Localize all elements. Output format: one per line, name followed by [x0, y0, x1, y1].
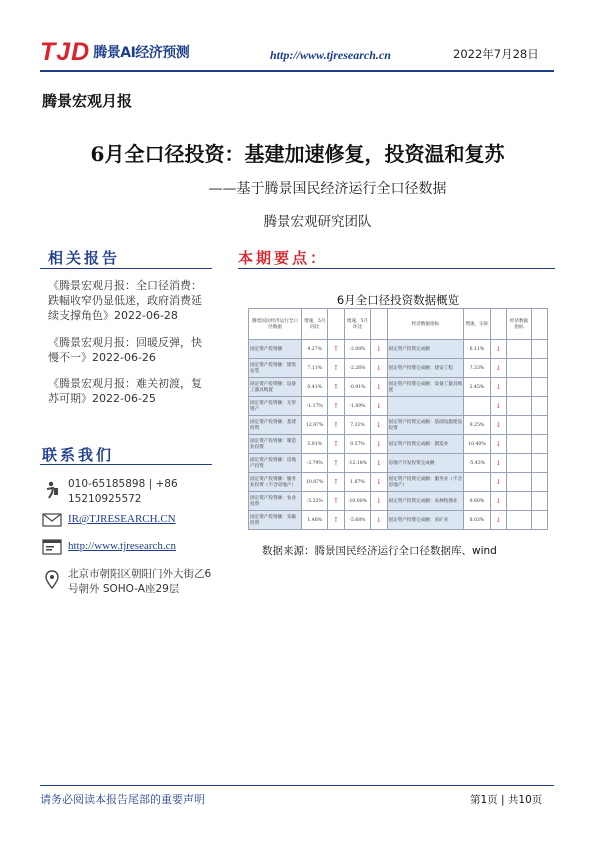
trend-arrow-icon: ↑	[328, 378, 344, 397]
related-reports-heading: 相关报告	[48, 249, 121, 267]
table-cell	[506, 340, 531, 359]
brand-label: 腾景宏观月报	[42, 92, 133, 110]
trend-arrow-icon: ↓	[371, 359, 387, 378]
trend-arrow-icon: ↓	[371, 473, 387, 492]
table-cell: 固定资产投资额：采掘投资	[249, 511, 302, 530]
trend-arrow-icon: ↓	[371, 511, 387, 530]
table-cell	[532, 492, 548, 511]
table-cell: 2.45%	[464, 378, 490, 397]
table-header-cell: 经济数据指标	[506, 309, 531, 340]
trend-arrow-icon: ↓	[371, 378, 387, 397]
table-row	[249, 378, 548, 397]
trend-arrow-icon: ↓	[490, 511, 506, 530]
table-cell: 12.97%	[302, 416, 328, 435]
key-points-heading: 本期要点：	[238, 249, 329, 267]
trend-arrow-icon: ↓	[490, 378, 506, 397]
table-header-cell: 经济数据指标	[387, 309, 464, 340]
related-report-item[interactable]: 《腾景宏观月报：难关初渡，复苏可期》2022-06-25	[48, 377, 202, 405]
table-row	[249, 454, 548, 473]
table-row	[249, 416, 548, 435]
table-cell: 固定资产投资额：服务业投资（不含房地产）	[249, 473, 302, 492]
table-cell	[506, 378, 531, 397]
header-divider	[40, 70, 554, 72]
table-cell: 0.57%	[344, 435, 371, 454]
table-cell	[506, 473, 531, 492]
table-cell: 固定资产投资额：建筑安装	[249, 359, 302, 378]
trend-arrow-icon: ↑	[328, 511, 344, 530]
table-header-row	[249, 309, 548, 340]
table-cell: 8.03%	[464, 511, 490, 530]
table-header-cell	[328, 309, 344, 340]
table-cell: -5.32%	[302, 492, 328, 511]
trend-arrow-icon: ↑	[328, 359, 344, 378]
table-cell: 固定资产投资额：房地产投资	[249, 454, 302, 473]
table-cell: 固定资产投资完成额：基础设施建设投资	[387, 416, 464, 435]
table-cell	[532, 435, 548, 454]
trend-arrow-icon: ↑	[328, 492, 344, 511]
table-row	[249, 397, 548, 416]
website-icon	[42, 539, 62, 555]
table-header-cell: 增速，5月同比	[302, 309, 328, 340]
table-header-cell	[371, 309, 387, 340]
table-header-cell	[532, 309, 548, 340]
table-cell: -1.17%	[302, 397, 328, 416]
header-date: 2022年7月28日	[453, 47, 539, 61]
table-cell	[506, 511, 531, 530]
table-cell	[532, 340, 548, 359]
table-cell: -0.91%	[344, 378, 371, 397]
table-cell: 9.25%	[464, 416, 490, 435]
trend-arrow-icon: ↓	[490, 397, 506, 416]
table-cell: 10.40%	[464, 435, 490, 454]
header-url[interactable]: http://www.tjresearch.cn	[270, 48, 391, 62]
table-cell: -2.26%	[344, 359, 371, 378]
table-row	[249, 511, 548, 530]
trend-arrow-icon: ↓	[490, 473, 506, 492]
trend-arrow-icon: ↑	[328, 397, 344, 416]
table-cell	[532, 378, 548, 397]
table-cell	[506, 397, 531, 416]
table-cell: 固定资产投资额	[249, 340, 302, 359]
page-indicator: 第1页 | 共10页	[470, 794, 543, 806]
related-divider	[40, 268, 212, 269]
trend-arrow-icon: ↓	[371, 416, 387, 435]
location-icon	[42, 570, 62, 586]
related-report-item[interactable]: 《腾景宏观月报：全口径消费：跌幅收窄仍显低迷，政府消费延续支撑角色》2022-06-28	[48, 279, 202, 322]
table-cell	[506, 435, 531, 454]
table-cell	[464, 397, 490, 416]
table-row	[249, 492, 548, 511]
table-cell	[506, 454, 531, 473]
table-cell	[532, 359, 548, 378]
contact-address: 北京市朝阳区朝阳门外大街乙6号朝外 SOHO-A座29层	[68, 568, 212, 595]
table-cell: -3.79%	[302, 454, 328, 473]
table-cell: -5.43%	[464, 454, 490, 473]
trend-arrow-icon: ↑	[328, 340, 344, 359]
table-title: 6月全口径投资数据概览	[336, 293, 460, 307]
trend-arrow-icon: ↑	[328, 473, 344, 492]
table-cell	[532, 397, 548, 416]
trend-arrow-icon: ↓	[490, 435, 506, 454]
table-cell	[506, 416, 531, 435]
trend-arrow-icon: ↓	[371, 435, 387, 454]
table-cell: 4.27%	[302, 340, 328, 359]
table-cell: -10.00%	[344, 492, 371, 511]
contact-phone: 010-65185898 | +86 15210925572	[68, 478, 178, 505]
table-header-cell: 增速，5月环比	[344, 309, 371, 340]
report-subtitle: ——基于腾景国民经济运行全口径数据	[208, 181, 447, 197]
logo-subtitle: 腾景AI经济预测	[93, 45, 190, 61]
table-cell: 固定资产投资额：制造业投资	[249, 435, 302, 454]
table-cell: 0.41%	[302, 378, 328, 397]
table-cell: 固定资产投资完成额：采矿业	[387, 511, 464, 530]
table-header-cell: 增速，实际	[464, 309, 490, 340]
table-cell: 固定资产投资完成额：建安工程	[387, 359, 464, 378]
table-cell: -2.08%	[344, 340, 371, 359]
table-cell	[387, 397, 464, 416]
contact-heading: 联系我们	[42, 446, 115, 464]
key-points-divider	[238, 268, 555, 269]
trend-arrow-icon: ↑	[328, 454, 344, 473]
table-cell: 9.80%	[464, 492, 490, 511]
table-cell: 房地产开发投资完成额	[387, 454, 464, 473]
table-cell: 1.46%	[302, 511, 328, 530]
report-title: 6月全口径投资：基建加速修复，投资温和复苏	[90, 142, 505, 166]
table-cell: 固定资产投资额：基建投资	[249, 416, 302, 435]
footer-divider	[40, 785, 554, 786]
trend-arrow-icon: ↑	[328, 416, 344, 435]
trend-arrow-icon: ↓	[371, 454, 387, 473]
table-row	[249, 435, 548, 454]
trend-arrow-icon: ↓	[490, 340, 506, 359]
table-row	[249, 340, 548, 359]
related-report-item[interactable]: 《腾景宏观月报：回暖反弹，快慢不一》2022-06-26	[48, 336, 202, 364]
table-cell: 固定资产投资额：农业投资	[249, 492, 302, 511]
trend-arrow-icon: ↓	[490, 454, 506, 473]
table-cell: 固定资产投资完成额：设备工器具购置	[387, 378, 464, 397]
table-cell	[532, 454, 548, 473]
data-source: 数据来源：腾景国民经济运行全口径数据库、wind	[262, 545, 497, 557]
trend-arrow-icon: ↓	[371, 340, 387, 359]
table-cell	[464, 473, 490, 492]
table-cell: 固定资产投资完成额：服务业（不含房地产）	[387, 473, 464, 492]
trend-arrow-icon: ↓	[490, 492, 506, 511]
table-cell: 10.87%	[302, 473, 328, 492]
email-icon	[42, 512, 62, 528]
table-header-cell: 腾景国民经济运行全口径数据	[249, 309, 302, 340]
table-cell: 固定资产投资额：设备工器具购置	[249, 378, 302, 397]
table-cell: 固定资产投资完成额	[387, 340, 464, 359]
table-cell: 7.11%	[302, 359, 328, 378]
trend-arrow-icon: ↓	[371, 492, 387, 511]
trend-arrow-icon: ↓	[490, 359, 506, 378]
trend-arrow-icon: ↓	[371, 397, 387, 416]
table-cell: 固定资产投资额：无形资产	[249, 397, 302, 416]
table-cell: 7.33%	[464, 359, 490, 378]
table-cell	[532, 511, 548, 530]
logo-tjd-text: TJD	[40, 37, 91, 66]
trend-arrow-icon: ↓	[490, 416, 506, 435]
table-row	[249, 473, 548, 492]
table-cell: -5.68%	[344, 511, 371, 530]
table-row	[249, 359, 548, 378]
table-cell: -12.18%	[344, 454, 371, 473]
table-cell: 7.31%	[344, 416, 371, 435]
table-cell: 固定资产投资完成额：制造业	[387, 435, 464, 454]
table-cell	[506, 492, 531, 511]
contact-divider	[40, 464, 212, 465]
table-cell: 5.91%	[302, 435, 328, 454]
table-cell: 6.11%	[464, 340, 490, 359]
tjd-logo	[40, 37, 190, 66]
table-cell: -1.09%	[344, 397, 371, 416]
table-cell: 1.87%	[344, 473, 371, 492]
table-cell	[532, 416, 548, 435]
table-header-cell	[490, 309, 506, 340]
table-cell	[506, 359, 531, 378]
phone-icon	[42, 480, 62, 496]
footer-disclaimer[interactable]: 请务必阅读本报告尾部的重要声明	[40, 793, 205, 806]
trend-arrow-icon: ↑	[328, 435, 344, 454]
investment-overview-table	[248, 308, 548, 530]
contact-email[interactable]: IR@TJRESEARCH.CN	[68, 513, 176, 525]
research-team: 腾景宏观研究团队	[263, 214, 372, 230]
table-cell	[532, 473, 548, 492]
contact-website[interactable]: http://www.tjresearch.cn	[68, 540, 177, 552]
table-cell: 固定资产投资完成额：农林牧渔业	[387, 492, 464, 511]
